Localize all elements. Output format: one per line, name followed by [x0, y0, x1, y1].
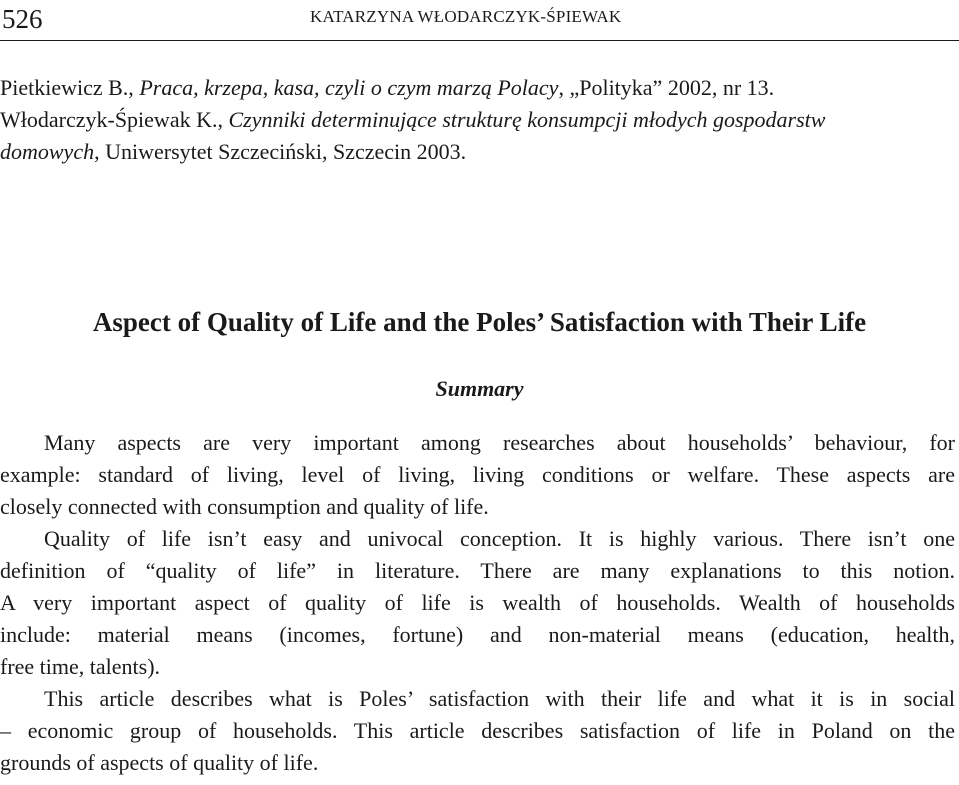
- article-title: Aspect of Quality of Life and the Poles’ Satisfaction with Their Life: [92, 307, 867, 337]
- summary-line: – economic group of households. This article describes satisfaction of life in Poland on the: [0, 718, 955, 743]
- reference-title-continued: domowych: [0, 139, 95, 164]
- summary-line: Quality of life isn’t easy and univocal conception. It is highly various. There isn’t one: [44, 526, 955, 551]
- summary-line: This article describes what is Poles’ satisfaction with their life and what it is in social: [44, 686, 955, 711]
- running-author: KATARZYNA WŁODARCZYK-ŚPIEWAK: [310, 7, 622, 26]
- reference-source: , „Polityka” 2002, nr 13.: [558, 75, 775, 100]
- summary-line: A very important aspect of quality of life is wealth of households. Wealth of households: [0, 590, 955, 615]
- reference-source: , Uniwersytet Szczeciński, Szczecin 2003.: [94, 139, 467, 164]
- reference-author: Włodarczyk-Śpiewak K.,: [0, 107, 229, 132]
- reference-author: Pietkiewicz B.,: [0, 75, 140, 100]
- running-header: [0, 0, 959, 38]
- reference-item: [0, 72, 959, 104]
- summary-heading: Summary: [435, 376, 524, 401]
- page-number: 526: [2, 4, 43, 34]
- references-list: [0, 72, 959, 168]
- reference-title: Czynniki determinujące strukturę konsumpcji młodych gospodarstw: [228, 107, 826, 132]
- summary-line: example: standard of living, level of living, living conditions or welfare. These aspects are: [0, 462, 955, 487]
- summary-line: definition of “quality of life” in literature. There are many explanations to this notion.: [0, 558, 955, 583]
- summary-line: Many aspects are very important among researches about households’ behaviour, for: [44, 430, 955, 455]
- reference-title: Praca, krzepa, kasa, czyli o czym marzą Polacy: [139, 75, 559, 100]
- reference-item: [0, 104, 959, 168]
- summary-line: grounds of aspects of quality of life.: [0, 750, 319, 775]
- summary-line: closely connected with consumption and quality of life.: [0, 494, 489, 519]
- summary-line: free time, talents).: [0, 654, 161, 679]
- reference-line-continuation: [0, 136, 959, 168]
- summary-line: include: material means (incomes, fortune) and non-material means (education, health,: [0, 622, 955, 647]
- summary-body: [0, 427, 955, 779]
- header-rule: [0, 40, 959, 41]
